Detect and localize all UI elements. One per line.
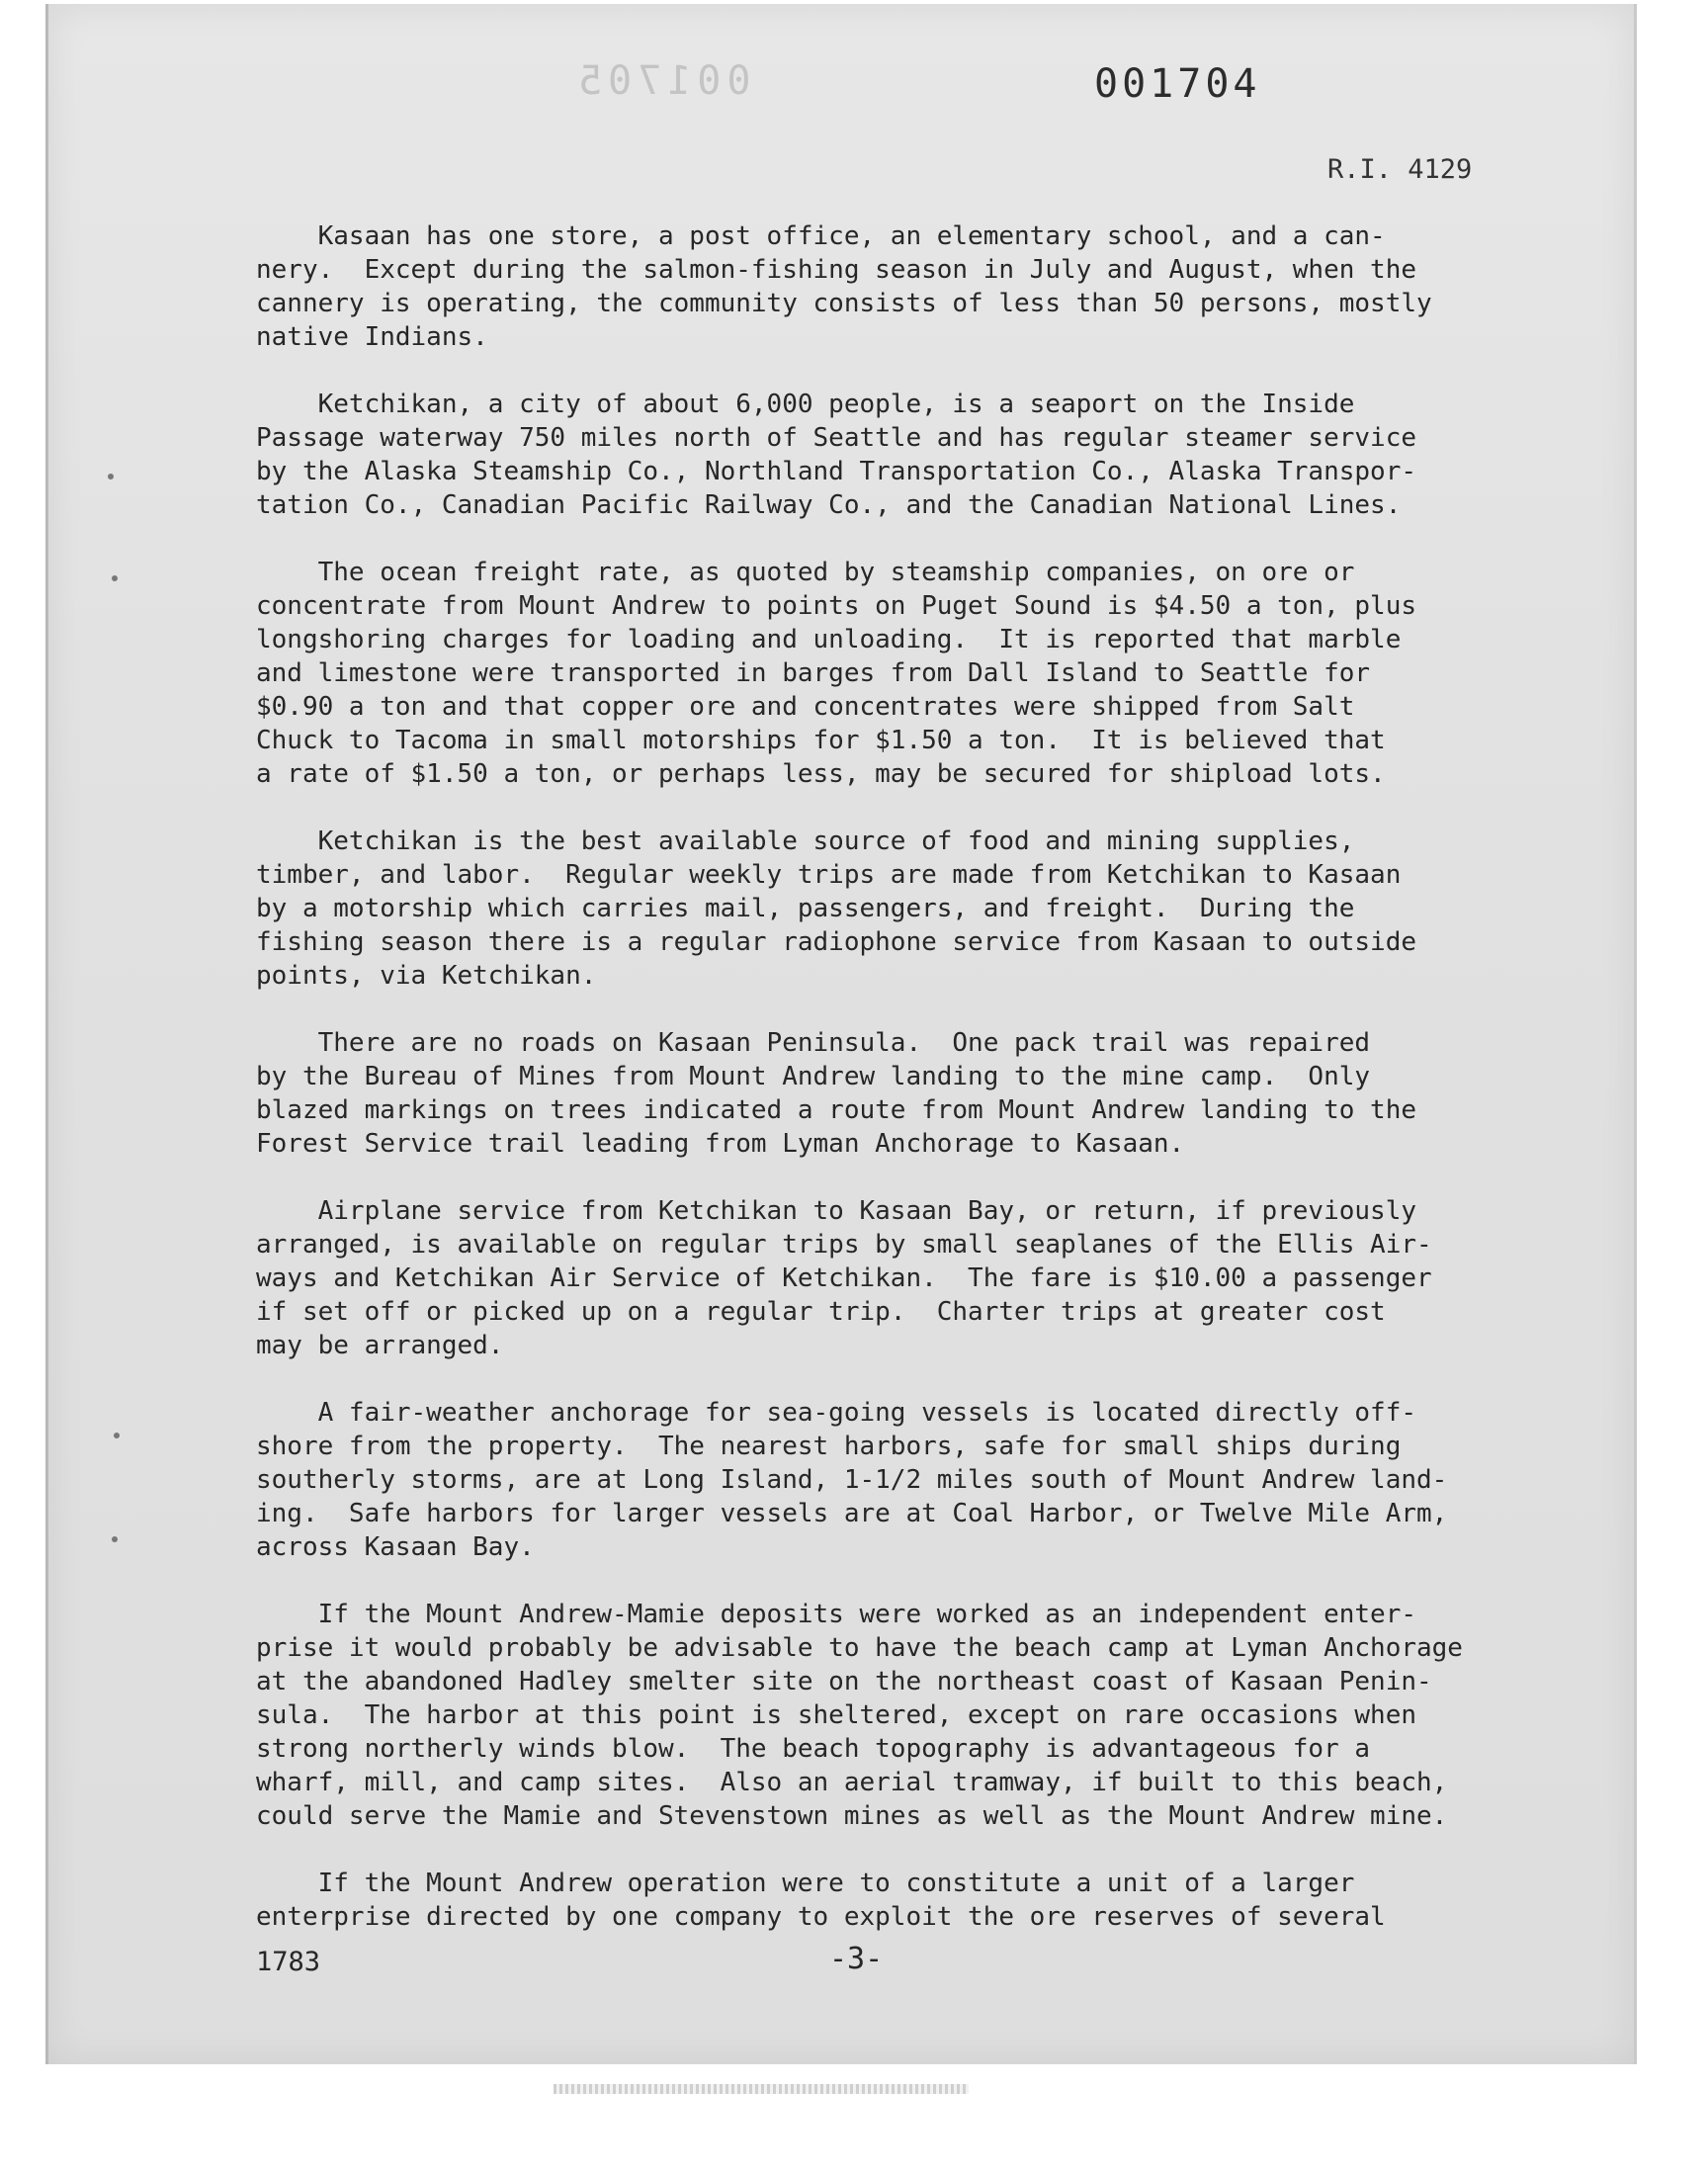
text-line: There are no roads on Kasaan Peninsula. One pack trail was repaired (256, 1028, 1371, 1058)
text-line: tation Co., Canadian Pacific Railway Co., and the Canadian National Lines. (256, 490, 1402, 520)
text-line: Passage waterway 750 miles north of Seattle and has regular steamer service (256, 423, 1416, 453)
text-line: may be arranged. (256, 1331, 504, 1360)
text-line: at the abandoned Hadley smelter site on the northeast coast of Kasaan Penin- (256, 1667, 1432, 1696)
page-number: -3- (829, 1942, 884, 1976)
text-line: concentrate from Mount Andrew to points on Puget Sound is $4.50 a ton, plus (256, 591, 1416, 621)
text-line: $0.90 a ton and that copper ore and concentrates were shipped from Salt (256, 692, 1355, 722)
text-line: points, via Ketchikan. (256, 961, 597, 991)
paragraph-beach-camp (256, 1598, 1580, 1833)
text-line: by a motorship which carries mail, passengers, and freight. During the (256, 894, 1355, 923)
text-line: ing. Safe harbors for larger vessels are at Coal Harbor, or Twelve Mile Arm, (256, 1499, 1448, 1528)
scan-speck (108, 474, 114, 479)
text-line: Ketchikan, a city of about 6,000 people, is a seaport on the Inside (256, 390, 1355, 419)
text-line: sula. The harbor at this point is sheltered, except on rare occasions when (256, 1700, 1416, 1730)
text-line: enterprise directed by one company to exploit the ore reserves of several (256, 1902, 1386, 1932)
bleed-through-number: 001705 (572, 58, 751, 104)
scan-speck (112, 1536, 118, 1542)
text-line: Chuck to Tacoma in small motorships for $1.50 a ton. It is believed that (256, 726, 1386, 755)
text-line: Airplane service from Ketchikan to Kasaan Bay, or return, if previously (256, 1196, 1416, 1226)
paragraph-freight-rate (256, 556, 1580, 791)
document-page (45, 4, 1637, 2064)
footer-left-number: 1783 (256, 1947, 321, 1977)
paragraph-supplies (256, 825, 1580, 993)
text-line: a rate of $1.50 a ton, or perhaps less, may be secured for shipload lots. (256, 759, 1386, 789)
paragraph-airplane (256, 1194, 1580, 1362)
paragraph-ketchikan-city (256, 388, 1580, 522)
text-line: by the Alaska Steamship Co., Northland Transportation Co., Alaska Transpor- (256, 457, 1416, 486)
scan-speck (114, 1433, 120, 1438)
text-line: strong northerly winds blow. The beach topography is advantageous for a (256, 1734, 1371, 1764)
text-line: nery. Except during the salmon-fishing season in July and August, when the (256, 255, 1416, 285)
document-number: 001704 (1094, 61, 1261, 107)
text-line: southerly storms, are at Long Island, 1-1/2 miles south of Mount Andrew land- (256, 1465, 1448, 1495)
text-line: timber, and labor. Regular weekly trips are made from Ketchikan to Kasaan (256, 860, 1402, 890)
body-text (256, 219, 1580, 1967)
scan-speck (112, 575, 118, 581)
text-line: cannery is operating, the community consists of less than 50 persons, mostly (256, 289, 1432, 318)
text-line: The ocean freight rate, as quoted by steamship companies, on ore or (256, 558, 1355, 587)
text-line: fishing season there is a regular radiophone service from Kasaan to outside (256, 927, 1416, 957)
text-line: arranged, is available on regular trips by small seaplanes of the Ellis Air- (256, 1230, 1432, 1260)
text-line: A fair-weather anchorage for sea-going vessels is located directly off- (256, 1398, 1416, 1428)
text-line: blazed markings on trees indicated a route from Mount Andrew landing to the (256, 1095, 1416, 1125)
text-line: prise it would probably be advisable to have the beach camp at Lyman Anchorage (256, 1633, 1463, 1663)
text-line: Kasaan has one store, a post office, an elementary school, and a can- (256, 221, 1386, 251)
paragraph-roads (256, 1026, 1580, 1161)
paragraph-anchorage (256, 1396, 1580, 1564)
text-line: if set off or picked up on a regular trip. Charter trips at greater cost (256, 1297, 1386, 1327)
text-line: shore from the property. The nearest harbors, safe for small ships during (256, 1432, 1402, 1461)
text-line: and limestone were transported in barges from Dall Island to Seattle for (256, 658, 1371, 688)
text-line: native Indians. (256, 322, 488, 352)
text-line: longshoring charges for loading and unloading. It is reported that marble (256, 625, 1402, 654)
text-line: If the Mount Andrew operation were to constitute a unit of a larger (256, 1869, 1355, 1898)
text-line: If the Mount Andrew-Mamie deposits were worked as an independent enter- (256, 1600, 1416, 1629)
text-line: by the Bureau of Mines from Mount Andrew landing to the mine camp. Only (256, 1062, 1371, 1091)
text-line: ways and Ketchikan Air Service of Ketchikan. The fare is $10.00 a passenger (256, 1263, 1432, 1293)
text-line: Ketchikan is the best available source of food and mining supplies, (256, 826, 1355, 856)
paragraph-larger-enterprise (256, 1867, 1580, 1934)
scan-edge-strip (554, 2084, 969, 2094)
text-line: across Kasaan Bay. (256, 1532, 535, 1562)
paragraph-kasaan-store (256, 219, 1580, 354)
text-line: wharf, mill, and camp sites. Also an aerial tramway, if built to this beach, (256, 1768, 1448, 1797)
report-id: R.I. 4129 (1327, 154, 1473, 185)
text-line: could serve the Mamie and Stevenstown mines as well as the Mount Andrew mine. (256, 1801, 1448, 1831)
text-line: Forest Service trail leading from Lyman Anchorage to Kasaan. (256, 1129, 1185, 1159)
